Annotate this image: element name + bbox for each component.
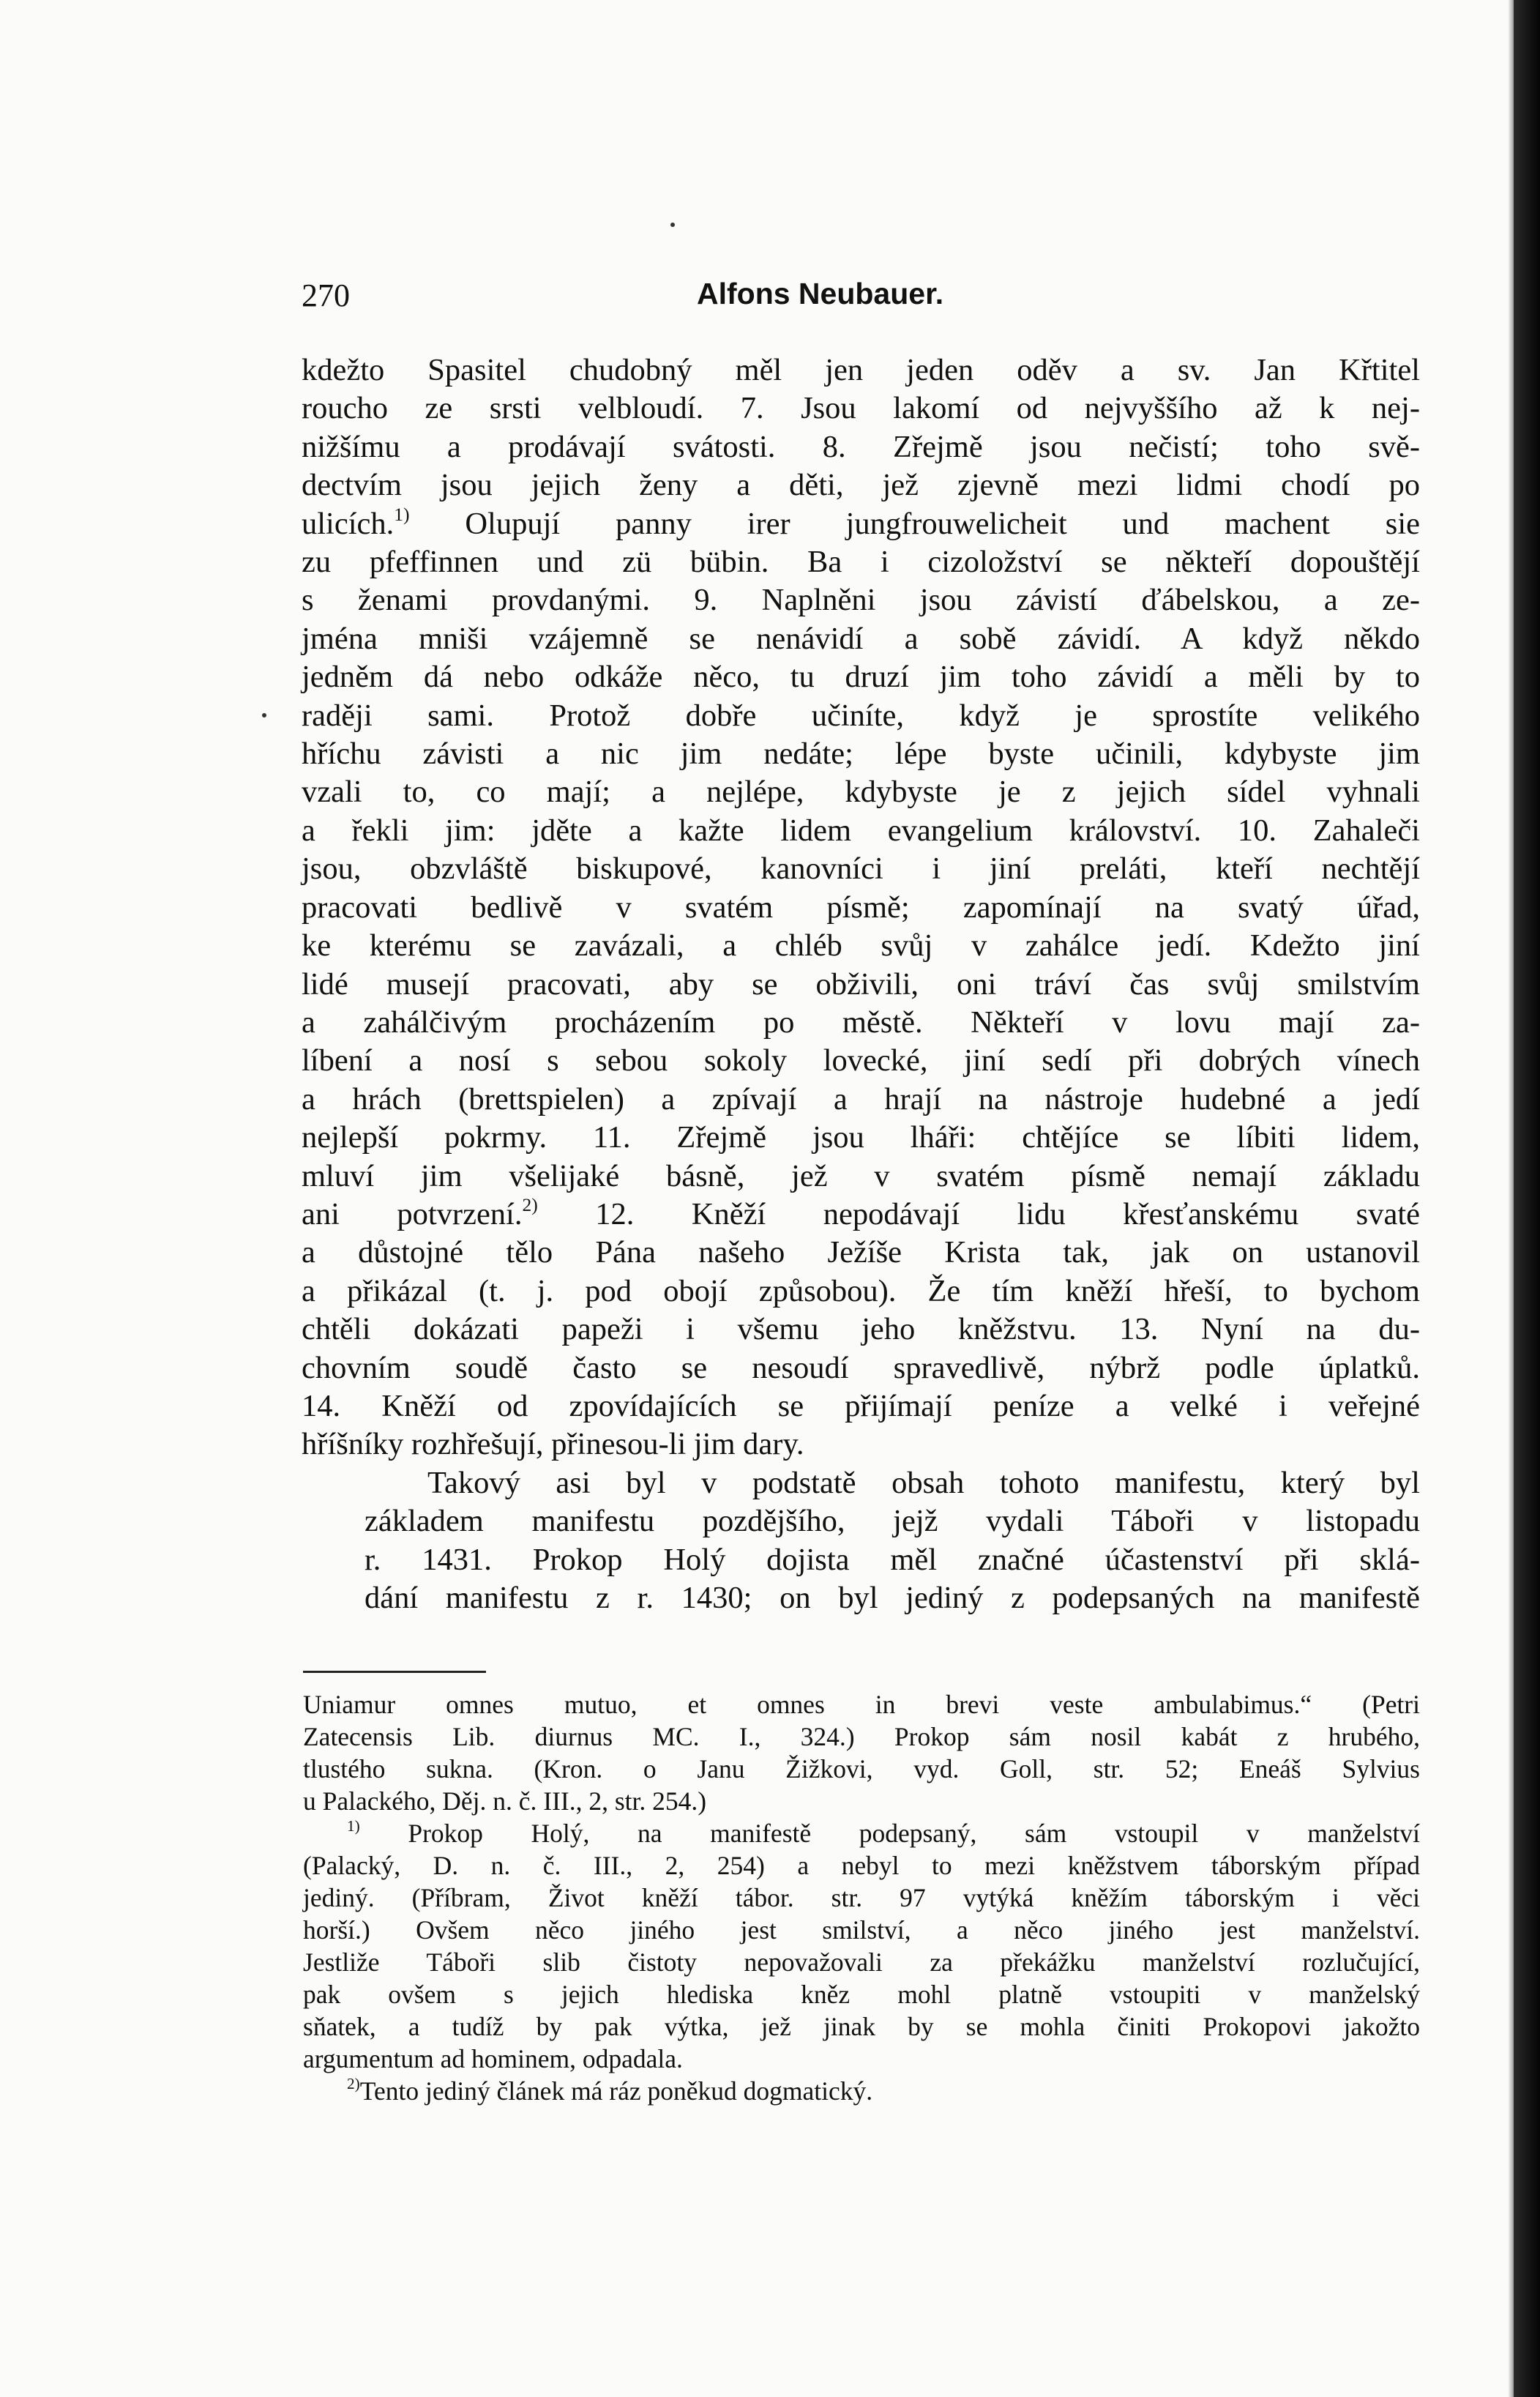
footnote-line: horší.) Ovšem něco jiného jest smilství, a něco jiného jest manželství. <box>303 1915 1420 1945</box>
scan-border-right <box>1514 0 1540 2397</box>
text-line: dání manifestu z r. 1430; on byl jediný z podepsaných na manifestě <box>365 1581 1420 1615</box>
text-line: chtěli dokázati papeži i všemu jeho kněžstvu. 13. Nyní na du- <box>302 1312 1420 1347</box>
page-number: 270 <box>302 277 350 313</box>
footnote-line: (Palacký, D. n. č. III., 2, 254) a nebyl to mezi kněžstvem táborským případ <box>303 1851 1420 1880</box>
text-line: vzali to, co mají; a nejlépe, kdybyste je z jejich sídel vyhnali <box>302 775 1420 810</box>
footnote-line: u Palackého, Děj. n. č. III., 2, str. 254.) <box>303 1786 707 1816</box>
paragraph-2 <box>302 1464 1420 1618</box>
footnote-text: Tento jediný článek má ráz poněkud dogmatický. <box>359 2076 873 2106</box>
footnote-line: sňatek, a tudíž by pak výtka, jež jinak by se mohla činiti Prokopovi jakožto <box>303 2012 1420 2041</box>
body-text <box>302 351 1420 1617</box>
text-fragment: ulicích. <box>302 506 395 541</box>
text-line: chovním soudě často se nesoudí spravedlivě, nýbrž podle úplatků. <box>302 1350 1420 1385</box>
text-fragment: Olupují panny irer jungfrouwelicheit und machent sie <box>465 506 1420 541</box>
text-line: hříšníky rozhřešují, přinesou-li jim dary. <box>302 1427 804 1462</box>
footnote-line: Jestliže Táboři slib čistoty nepovažovali za překážku manželství rozlučující, <box>303 1947 1420 1977</box>
text-line: 14. Kněží od zpovídajících se přijímají peníze a velké i veřejné <box>302 1388 1420 1423</box>
text-line: a hrách (brettspielen) a zpívají a hrají na nástroje hudebné a jedí <box>302 1081 1420 1117</box>
text-line <box>302 505 1420 543</box>
text-line: lidé musejí pracovati, aby se obživili, oni tráví čas svůj smilstvím <box>302 966 1420 1002</box>
text-line <box>302 1196 1420 1234</box>
text-line: a zahálčivým procházením po městě. Někteří v lovu mají za- <box>302 1004 1420 1040</box>
page-header <box>302 277 1421 321</box>
paragraph-1 <box>302 351 1420 1464</box>
footnote-line: argumentum ad hominem, odpadala. <box>303 2044 683 2073</box>
running-head: Alfons Neubauer. <box>697 277 944 310</box>
footnote-line <box>303 2075 1420 2107</box>
text-line: dectvím jsou jejich ženy a děti, jež zjevně mezi lidmi chodí po <box>302 468 1420 503</box>
speck <box>670 223 675 227</box>
page-edge-highlight <box>1508 0 1514 2397</box>
text-line: s ženami provdanými. 9. Naplněni jsou závistí ďábelskou, a ze- <box>302 583 1420 618</box>
text-line: pracovati bedlivě v svatém písmě; zapomínají na svatý úřad, <box>302 890 1420 925</box>
footnote-line: Zatecensis Lib. diurnus MC. I., 324.) Prokop sám nosil kabát z hrubého, <box>303 1722 1420 1751</box>
text-line: r. 1431. Prokop Holý dojista měl značné účastenství při sklá- <box>365 1542 1420 1577</box>
footnote-marker-1: 1) <box>347 1817 360 1835</box>
text-line: mluví jim všelijaké básně, jež v svatém písmě nemají základu <box>302 1158 1420 1193</box>
footnote-1 <box>303 1817 1420 2075</box>
text-line: kdežto Spasitel chudobný měl jen jeden oděv a sv. Jan Křtitel <box>302 353 1420 387</box>
text-line: nejlepší pokrmy. 11. Zřejmě jsou lháři: chtějíce se líbiti lidem, <box>302 1120 1420 1155</box>
footnotes <box>303 1688 1420 2107</box>
text-line: Takový asi byl v podstatě obsah tohoto manifestu, který byl <box>427 1465 1420 1500</box>
text-line: raději sami. Protož dobře učiníte, když je sprostíte velikého <box>302 698 1420 733</box>
footnote-line: pak ovšem s jejich hlediska kněz mohl platně vstoupiti v manželský <box>303 1980 1420 2009</box>
text-line: a důstojné tělo Pána našeho Ježíše Krista tak, jak on ustanovil <box>302 1235 1420 1270</box>
text-line: líbení a nosí s sebou sokoly lovecké, jiní sedí při dobrých vínech <box>302 1043 1420 1078</box>
footnote-2 <box>303 2075 1420 2107</box>
text-line: základem manifestu pozdějšího, jejž vydali Táboři v listopadu <box>365 1504 1420 1539</box>
text-line: a přikázal (t. j. pod obojí způsobou). Že tím kněží hřeší, to bychom <box>302 1273 1420 1308</box>
text-line: ke kterému se zavázali, a chléb svůj v zahálce jedí. Kdežto jiní <box>302 928 1420 963</box>
text-fragment: 12. Kněží nepodávají lidu křesťanskému svaté <box>595 1196 1420 1231</box>
footnote-line: Uniamur omnes mutuo, et omnes in brevi veste ambulabimus.“ (Petri <box>303 1690 1420 1719</box>
footnote-continuation <box>303 1688 1420 1817</box>
text-line: nižšímu a prodávají svátosti. 8. Zřejmě jsou nečistí; toho svě- <box>302 429 1420 464</box>
footnote-line: jediný. (Příbram, Život kněží tábor. str. 97 vytýká kněžím táborským i věci <box>303 1883 1420 1912</box>
footnote-ref-2: 2) <box>522 1194 538 1216</box>
text-line: zu pfeffinnen und zü bübin. Ba i cizoložství se někteří dopouštějí <box>302 545 1420 580</box>
footnote-text: Prokop Holý, na manifestě podepsaný, sám vstoupil v manželství <box>408 1819 1420 1848</box>
text-line: jména mniši vzájemně se nenávidí a sobě závidí. A když někdo <box>302 621 1420 656</box>
text-line: jedněm dá nebo odkáže něco, tu druzí jim toho závidí a měli by to <box>302 660 1420 695</box>
footnote-line <box>303 1817 1420 1849</box>
text-line: hříchu závisti a nic jim nedáte; lépe byste učinili, kdybyste jim <box>302 737 1420 772</box>
footnote-line: tlustého sukna. (Kron. o Janu Žižkovi, vyd. Goll, str. 52; Eneáš Sylvius <box>303 1754 1420 1783</box>
speck <box>262 713 266 717</box>
text-line: roucho ze srsti velbloudí. 7. Jsou lakomí od nejvyššího až k nej- <box>302 391 1420 426</box>
text-fragment: ani potvrzení. <box>302 1196 523 1231</box>
footnote-marker-2: 2) <box>347 2075 360 2093</box>
footnote-ref-1: 1) <box>394 503 410 525</box>
text-line: a řekli jim: jděte a kažte lidem evangelium království. 10. Zahaleči <box>302 813 1420 848</box>
text-line: jsou, obzvláště biskupové, kanovníci i jiní preláti, kteří nechtějí <box>302 851 1420 887</box>
footnote-divider <box>303 1671 486 1673</box>
